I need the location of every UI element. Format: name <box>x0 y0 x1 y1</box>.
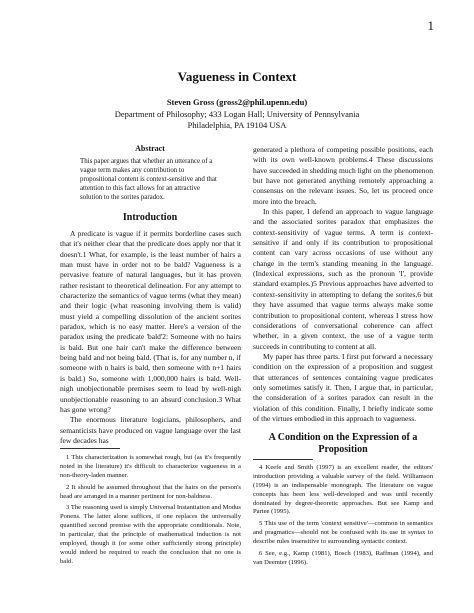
right-column-text <box>253 145 433 424</box>
section-heading-condition: A Condition on the Expression of a Proposition <box>268 432 418 455</box>
author-line: Steven Gross (gross2@phil.upenn.edu) <box>166 97 308 107</box>
footnote-6: 6 See, e.g., Kamp (1981), Bosch (1983), Raffman (1994), and van Deemter (1996). <box>253 550 433 566</box>
right-paragraph-3: My paper has three parts. I first put forward a necessary condition on the expression of a proposition and suggest that utterances of sentences containing vague predicates only sometimes satisfy it. Then, I argue that, in particular, the consideration of a sorites paradox can result in the violation of this condition. Finally, I briefly indicate some of the virtues embodied in this approach to vagueness. <box>253 351 433 423</box>
footnote-rule-left <box>60 448 120 449</box>
intro-paragraph-2: The enormous literature logicians, philosophers, and semanticists have produced on vague language over the last few decades has <box>60 415 241 445</box>
footnote-4: 4 Keefe and Smith (1997) is an excellent reader, the editors' introduction providing a valuable survey of the field. Williamson (1994) is an indispensable monograph. The literature on vague concepts has been less well-developed and was until recently dominated by degree-theoretic approaches. But see Kamp and Partee (1995). <box>253 464 433 516</box>
footnote-5: 5 This use of the term 'context sensitive'—common in semantics and pragmatics—should not be confused with its use in syntax to describe rules insensitive to surrounding syntactic context. <box>253 520 433 546</box>
footnotes-right <box>253 464 433 571</box>
page-number: 1 <box>427 18 434 33</box>
footnote-2: 2 It should be assumed throughout that the hairs on the person's head are arranged in a manner pertinent for non-baldness. <box>60 483 241 500</box>
footnote-3: 3 The reasoning used is simply Universal Instantiation and Modus Ponens. The latter alone suffices, if one replaces the universally quantified second premise with the appropriate conditionals. Note, in particular, that the principle of mathematical induction is not employed, though it (or some other sufficiently strong principle) would indeed be required to reach the conclusion that no one is bald. <box>60 504 241 565</box>
intro-paragraph-1: A predicate is vague if it permits borderline cases such that it's neither clear that the predicate does apply nor that it doesn't.1 What, for example, is the least number of hairs a man must have in order not to be bald? Vagueness is a pervasive feature of natural languages, but it has proven rather resistant to theoretical delineation. For any attempt to characterize the semantics of vague terms (what they mean) and their logic (what reasoning involving them is valid) must yield a compelling dissolution of the ancient sorites paradox, which is no easy matter. Here's a version of the paradox using the predicate 'bald'2: Someone with no hairs is bald. But one hair can't make the difference between being bald and not being bald. (That is, for any number n, if someone with n hairs is bald, then someone with n+1 hairs is bald.) So, someone with 1,000,000 hairs is bald. Well-nigh unobjectionable premises seem to lead by well-nigh unobjectionable reasoning to an absurd conclusion.3 What has gone wrong? <box>60 229 241 414</box>
footnote-rule-right <box>253 459 313 460</box>
left-column-text <box>60 229 241 446</box>
affiliation-line-2: Philadelphia, PA 19104 USA <box>187 120 287 130</box>
paper-title: Vagueness in Context <box>177 69 297 84</box>
affiliation-line-1: Department of Philosophy; 433 Logan Hall; University of Pennsylvania <box>114 109 360 119</box>
footnote-1: 1 This characterization is somewhat rough, but (as it's frequently noted in the literature) it's difficult to characterize vagueness in a non-theory-laden manner. <box>60 454 241 479</box>
right-paragraph-2: In this paper, I defend an approach to vague language and the associated sorites paradox that emphasizes the context-sensitivity of vague terms. A term is context-sensitive if and only if its contribution to propositional content can vary across occasions of use without any change in the term's standing meaning in the language. (Indexical expressions, such as the pronoun 'I', provide standard examples.)5 Previous approaches have adverted to context-sensitivity in attempting to defang the sorites,6 but they have assumed that vague terms always make some contribution to propositional content, whereas I stress how considerations of conversational coherence can affect whether, in a given context, the use of a vague term succeeds in contributing to content at all. <box>253 207 433 351</box>
footnotes-left <box>60 454 241 570</box>
abstract-heading: Abstract <box>135 144 165 153</box>
introduction-heading: Introduction <box>122 212 178 223</box>
right-paragraph-1: generated a plethora of competing possible positions, each with its own well-known problems.4 These discussions have succeeded in shedding much light on the phenomenon but have not generated anything remotely approaching a consensus on the relevant issues. So, let us proceed once more into the breach. <box>253 145 433 206</box>
abstract-body: This paper argues that whether an utterance of a vague term makes any contribution to propositional content is context-sensitive and that attention to this fact allows for an attractive solution to the sorites paradox. <box>80 158 217 201</box>
